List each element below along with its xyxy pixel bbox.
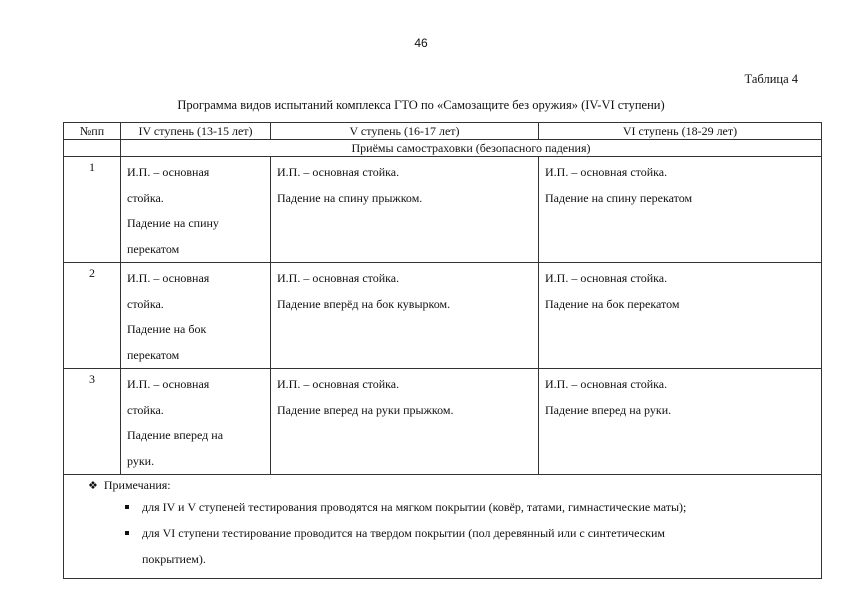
section-spacer <box>64 140 121 157</box>
cell-line: стойка. <box>127 190 164 205</box>
cell-line: Падение вперед на <box>127 428 224 442</box>
cell-line: Падение на спину <box>127 216 219 230</box>
table-title: Программа видов испытаний комплекса ГТО по «Самозащите без оружия» (IV-VI ступени) <box>177 98 665 112</box>
cell-line: И.П. – основная стойка. <box>545 165 668 179</box>
row-number: 1 <box>64 157 121 263</box>
note-item <box>88 520 821 572</box>
cell-vi <box>539 157 822 263</box>
notes-list <box>88 494 821 572</box>
section-row <box>64 140 822 157</box>
cell-iv <box>121 157 271 263</box>
cell-v <box>271 157 539 263</box>
cell-v <box>271 369 539 475</box>
cell-iv <box>121 369 271 475</box>
table-header-row <box>64 123 822 140</box>
table-row <box>64 157 822 263</box>
cell-line: И.П. – основная <box>127 377 210 391</box>
cell-line: Падение на спину перекатом <box>545 190 693 205</box>
cell-line: Падение вперед на руки прыжком. <box>277 402 454 417</box>
cell-line: Падение на спину прыжком. <box>277 190 423 205</box>
cell-line: И.П. – основная <box>127 271 210 285</box>
section-title: Приёмы самостраховки (безопасного падения) <box>121 140 822 157</box>
cell-line: И.П. – основная стойка. <box>277 165 400 179</box>
cell-line: И.П. – основная стойка. <box>277 377 400 391</box>
cell-line: стойка. <box>127 296 164 311</box>
square-bullet-icon <box>125 505 129 509</box>
table-row <box>64 369 822 475</box>
cell-line: Падение вперед на руки. <box>545 402 672 417</box>
table-label: Таблица 4 <box>744 72 798 86</box>
cell-line: Падение на бок перекатом <box>545 296 680 311</box>
note-line: для IV и V ступеней тестирования проводятся на мягком покрытии (ковёр, татами, гимнастические маты); <box>142 500 687 514</box>
header-cell: №пп <box>64 123 121 140</box>
table-row <box>64 263 822 369</box>
row-number: 3 <box>64 369 121 475</box>
cell-vi <box>539 263 822 369</box>
note-line: для VI ступени тестирование проводится на твердом покрытии (пол деревянный или с синтетическим <box>142 526 665 540</box>
header-cell: V ступень (16-17 лет) <box>271 123 539 140</box>
cell-line: перекатом <box>127 241 180 256</box>
square-bullet-icon <box>125 531 129 535</box>
tests-table <box>63 122 822 579</box>
cell-line: стойка. <box>127 402 164 417</box>
header-cell: VI ступень (18-29 лет) <box>539 123 822 140</box>
notes-header <box>88 477 821 494</box>
cell-line: И.П. – основная стойка. <box>545 271 668 285</box>
note-item <box>88 494 821 520</box>
cell-line: И.П. – основная стойка. <box>277 271 400 285</box>
cell-line: перекатом <box>127 347 180 362</box>
row-number: 2 <box>64 263 121 369</box>
note-line: покрытием). <box>142 552 206 566</box>
page-number: 46 <box>414 36 428 50</box>
cell-line: руки. <box>127 453 155 468</box>
cell-line: И.П. – основная стойка. <box>545 377 668 391</box>
cell-line: И.П. – основная <box>127 165 210 179</box>
diamond-bullet-icon: ❖ <box>88 479 98 492</box>
header-cell: IV ступень (13-15 лет) <box>121 123 271 140</box>
cell-v <box>271 263 539 369</box>
cell-iv <box>121 263 271 369</box>
notes-cell <box>64 475 822 579</box>
notes-row <box>64 475 822 579</box>
cell-line: Падение вперёд на бок кувырком. <box>277 296 451 311</box>
cell-line: Падение на бок <box>127 322 207 336</box>
notes-title: Примечания: <box>103 478 171 492</box>
cell-vi <box>539 369 822 475</box>
